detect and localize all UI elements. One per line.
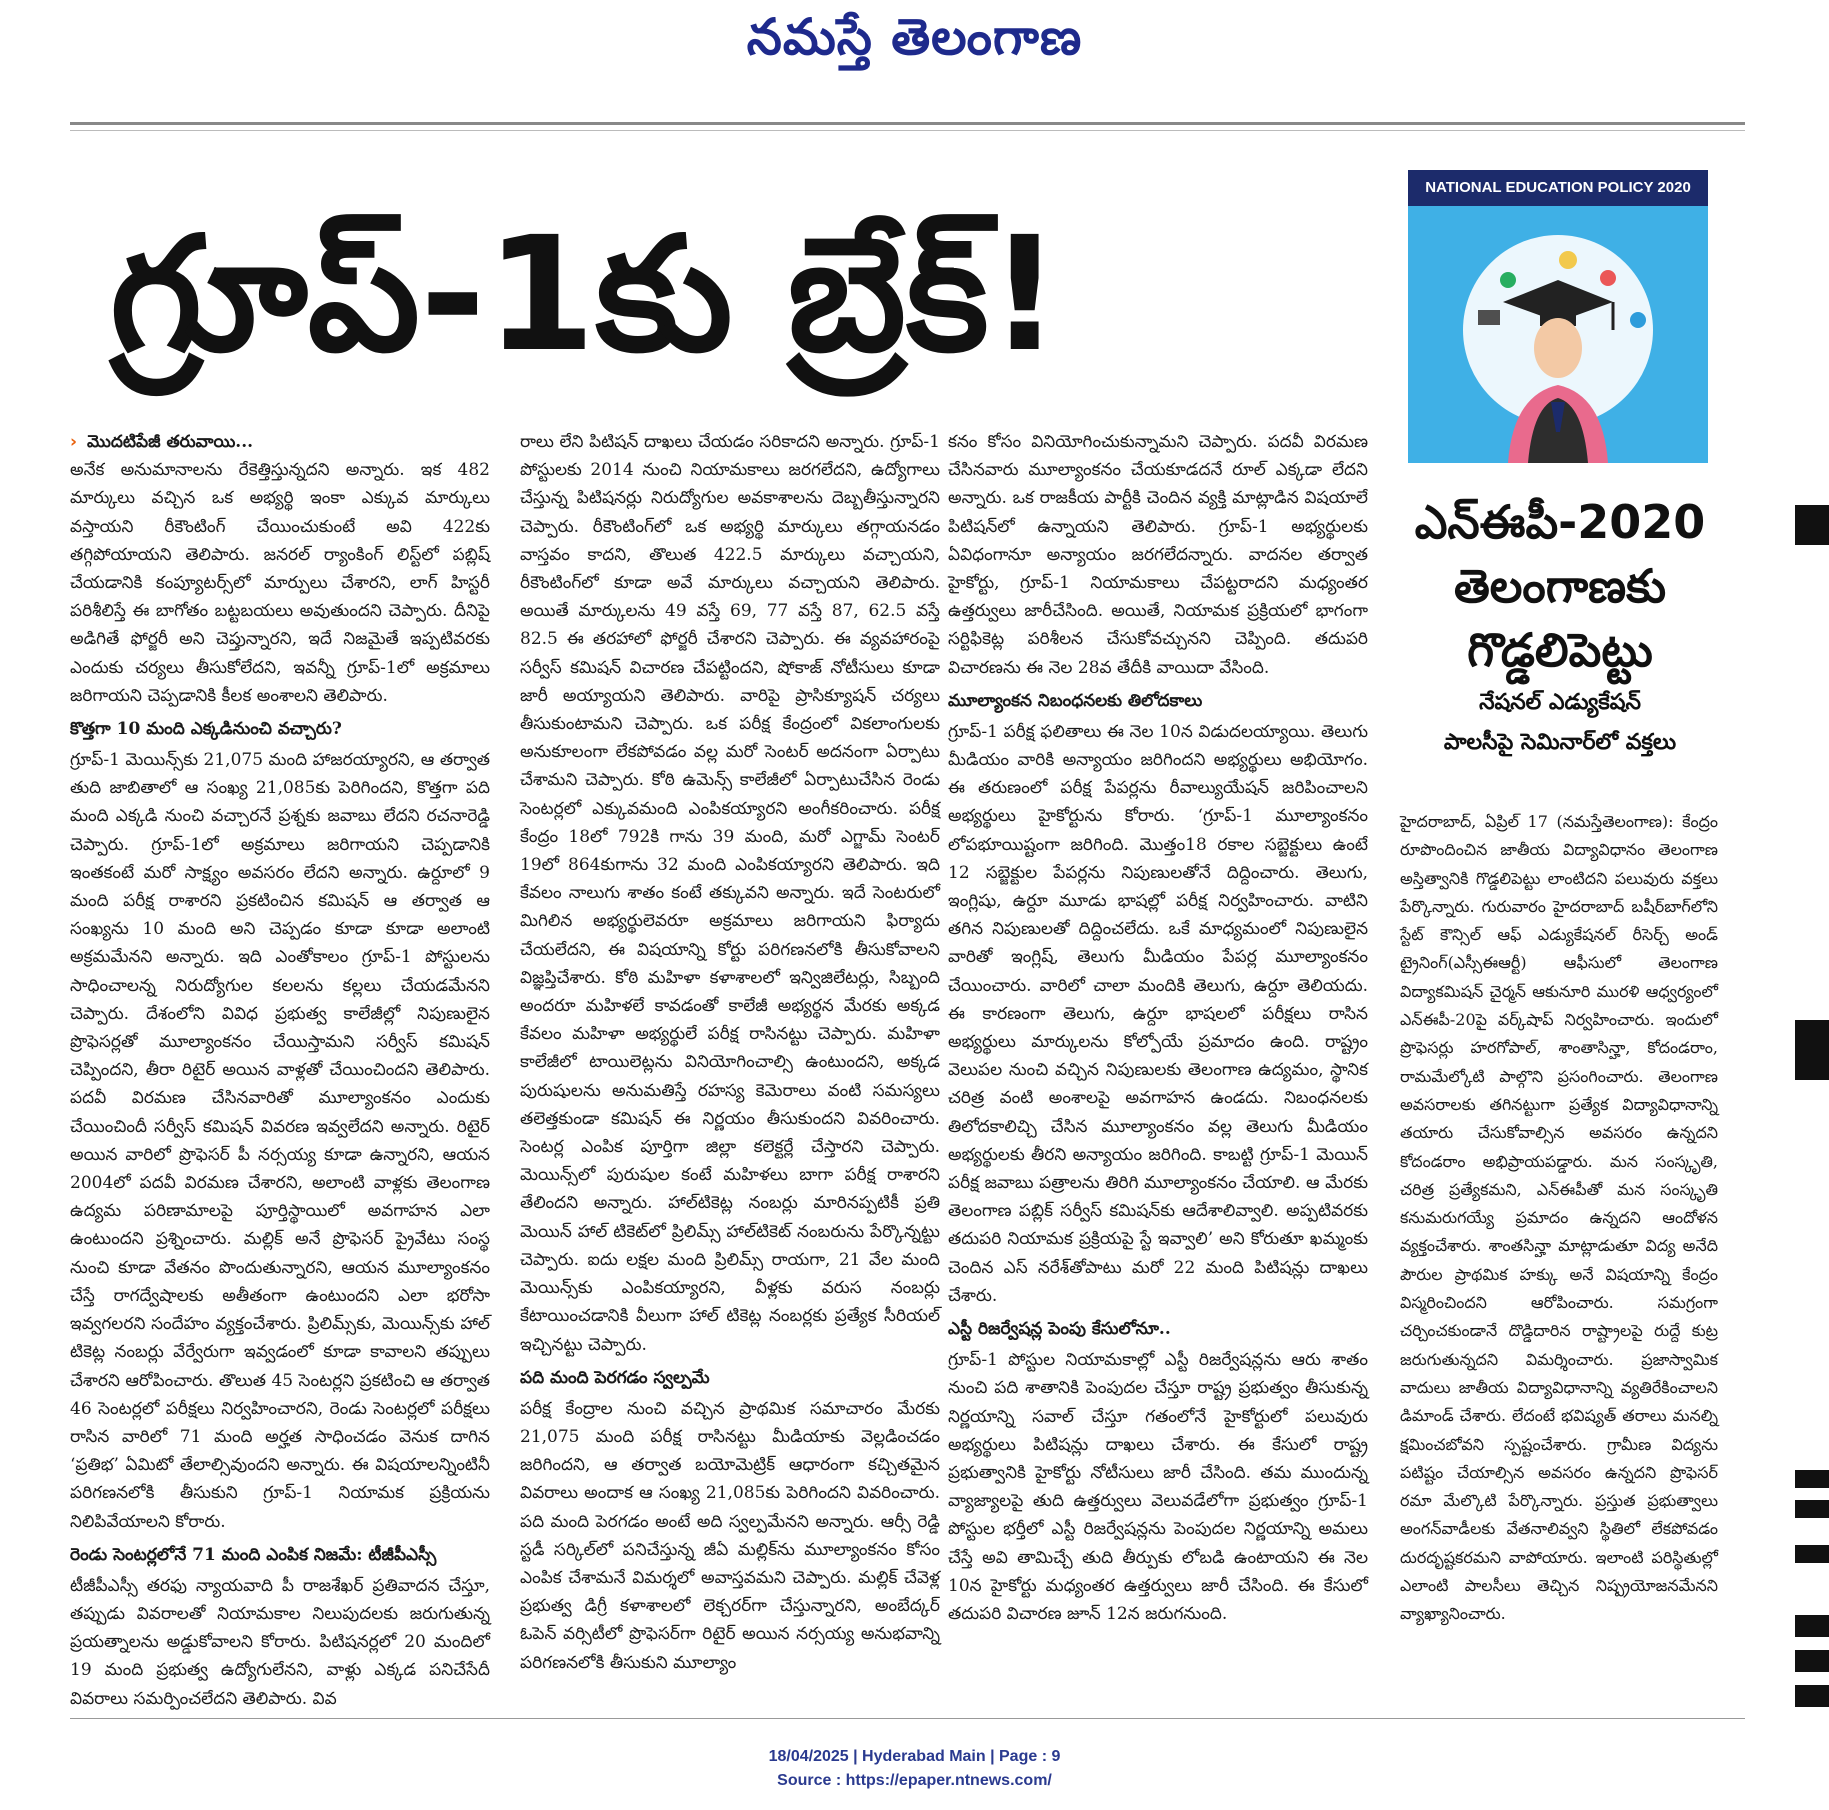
article-column-1 (70, 428, 490, 1709)
paragraph: పరీక్ష కేంద్రాల నుంచి వచ్చిన ప్రాథమిక సమాచారం మేరకు 21,075 మంది పరీక్ష రాసినట్టు మీడియాకు వెల్లడించడం జరిగిందని, ఆ తర్వాత బయోమెట్రిక్ ఆధారంగా కచ్చితమైన వివరాలు అందాక ఆ సంఖ్య 21,085కు పెరిగిందని వివరించారు. పది మంది పెరగడం అంటే అది స్వల్పమేనని అన్నారు. ఆర్సీ రెడ్డి స్టడీ సర్కిల్‌లో పనిచేస్తున్న జీఏ మల్లిక్‌ను మూల్యాంకనం కోసం ఎంపిక చేశామనే విమర్శలో అవాస్తవమని చెప్పారు. మల్లిక్ చేవెళ్ల ప్రభుత్వ డిగ్రీ కళాశాలలో లెక్చరర్‌గా చేస్తున్నారని, అంబేద్కర్ ఓపెన్ వర్సిటీలో ప్రొఫెసర్‌గా రిటైర్ అయిన నర్సయ్య అనుభవాన్ని పరిగణనలోకి తీసుకుని మూల్యాం (520, 1398, 940, 1673)
paragraph: అనేక అనుమానాలను రేకెత్తిస్తున్నదని అన్నారు. ఇక 482 మార్కులు వచ్చిన ఒక అభ్యర్థి ఇంకా ఎక్కువ మార్కులు వస్తాయని రీకౌంటింగ్ చేయించుకుంటే అవి 422కు తగ్గిపోయాయని తెలిపారు. జనరల్ ర్యాంకింగ్ లిస్ట్‌లో పబ్లిష్ చేయడానికి కంప్యూటర్స్‌లో మార్పులు చేశారని, లాగ్ హిస్టరీ పరిశీలిస్తే ఈ బాగోతం బట్టబయలు అవుతుందని చెప్పారు. దీనిపై అడిగితే ఫోర్జరీ అని చెప్తున్నారని, ఇదే నిజమైతే ఇప్పటివరకు ఎందుకు చర్యలు తీసుకోలేదని, ఇవన్నీ గ్రూప్-1లో అక్రమాలు జరిగాయని చెప్పడానికి కీలక అంశాలని తెలిపారు. (70, 460, 490, 706)
subheading: మూల్యాంకన నిబంధనలకు తిలోదకాలు (948, 690, 1203, 711)
footer-source-link[interactable]: Source : https://epaper.ntnews.com/ (777, 1772, 1052, 1789)
top-rule (70, 122, 1745, 125)
sidebar-subtitle-1: నేషనల్ ఎడ్యుకేషన్ (1479, 690, 1641, 715)
paragraph: కనం కోసం వినియోగించుకున్నామని చెప్పారు. పదవీ విరమణ చేసినవారు మూల్యాంకనం చేయకూడదనే రూల్ ఎక్కడా లేదని అన్నారు. ఒక రాజకీయ పార్టీకి చెందిన వ్యక్తి మాట్లాడిన విషయాలే పిటిషన్‌లో ఉన్నాయని తెలిపారు. గ్రూప్-1 అభ్యర్థులకు ఏవిధంగానూ అన్యాయం జరగలేదన్నారు. వాదనల తర్వాత హైకోర్టు, గ్రూప్-1 నియామకాలు చేపట్టరాదని మధ్యంతర ఉత్తర్వులు జారీచేసింది. అయితే, నియామక ప్రక్రియలో భాగంగా సర్టిఫికెట్ల పరిశీలన చేసుకోవచ్చునని చెప్పింది. తదుపరి విచారణను ఈ నెల 28వ తేదీకి వాయిదా వేసింది. (948, 432, 1368, 678)
paragraph: టీజీపీఎస్సీ తరఫు న్యాయవాది పీ రాజశేఖర్ ప్రతివాదన చేస్తూ, తప్పుడు వివరాలతో నియామకాల నిలుపుదలకు జరుగుతున్న ప్రయత్నాలను అడ్డుకోవాలని కోరారు. పిటిషనర్లలో 20 మందిలో 19 మంది ప్రభుత్వ ఉద్యోగులేనని, వాళ్లు ఎక్కడ పనిచేసేదీ వివరాలు సమర్పించలేదని తెలిపారు. వివ (70, 1575, 490, 1709)
top-rule-thin (70, 130, 1745, 131)
sidebar-headline (1400, 490, 1720, 762)
sidebar-article-body: హైదరాబాద్, ఏప్రిల్ 17 (నమస్తేతెలంగాణ): కేంద్రం రూపొందించిన జాతీయ విద్యావిధానం తెలంగాణ అస్తిత్వానికి గొడ్డలిపెట్టు లాంటిదని పలువురు వక్తలు పేర్కొన్నారు. గురువారం హైదరాబాద్ బషీర్‌బాగ్‌లోని స్టేట్ కౌన్సిల్ ఆఫ్ ఎడ్యుకేషనల్ రీసెర్చ్ అండ్ ట్రైనింగ్(ఎస్సీఈఆర్టీ) ఆఫీసులో తెలంగాణ విద్యాకమిషన్ చైర్మన్ ఆకునూరి మురళి ఆధ్వర్యంలో ఎన్ఈపీ-20పై వర్క్‌షాప్ నిర్వహించారు. ఇందులో ప్రొఫెసర్లు హరగోపాల్, శాంతాసిన్హా, కోదండరాం, రామమేల్కోటి పాల్గొని ప్రసంగించారు. తెలంగాణ అవసరాలకు తగినట్టుగా ప్రత్యేక విద్యావిధానాన్ని తయారు చేసుకోవాల్సిన అవసరం ఉన్నదని కోదండరాం అభిప్రాయపడ్డారు. మన సంస్కృతి, చరిత్ర ప్రత్యేకమని, ఎన్ఈపీతో మన సంస్కృతి కనుమరుగయ్యే ప్రమాదం ఉన్నదని ఆందోళన వ్యక్తంచేశారు. శాంతసిన్హా మాట్లాడుతూ విద్య అనేది పౌరుల ప్రాథమిక హక్కు అనే విషయాన్ని కేంద్రం విస్మరించిందని ఆరోపించారు. సమగ్రంగా చర్చించకుండానే దొడ్డిదారిన రాష్ట్రాలపై రుద్దే కుట్ర జరుగుతున్నదని విమర్శించారు. ప్రజాస్వామిక వాదులు జాతీయ విద్యావిధానాన్ని వ్యతిరేకించాలని డిమాండ్ చేశారు. లేదంటే భవిష్యత్ తరాలు మనల్ని క్షమించబోవని స్పష్టంచేశారు. గ్రామీణ విద్యను పటిష్టం చేయాల్సిన అవసరం ఉన్నదని ప్రొఫెసర్ రమా మేల్కొటి పేర్కొన్నారు. ప్రస్తుత ప్రభుత్వాలు అంగన్‌వాడీలకు వేతనాలివ్వని స్థితిలో లేకపోవడం దురదృష్టకరమని వాపోయారు. ఇలాంటి పరిస్థితుల్లో ఎలాంటి పాలసీలు తెచ్చిన నిష్ప్రయోజనమేనని వ్యాఖ్యానించారు. (1400, 812, 1718, 1624)
headline: గ్రూప్-1కు బ్రేక్! (110, 203, 1061, 387)
sidebar-title-line-1: ఎన్ఈపీ-2020 (1414, 495, 1706, 549)
sidebar-title-line-2: తెలంగాణకు (1453, 559, 1666, 613)
image-banner: NATIONAL EDUCATION POLICY 2020 (1408, 170, 1708, 206)
paragraph: గ్రూప్-1 మెయిన్స్‌కు 21,075 మంది హాజరయ్యారని, ఆ తర్వాత తుది జాబితాలో ఆ సంఖ్య 21,085కు పెరిగిందని, కొత్తగా పది మంది ఎక్కడి నుంచి వచ్చారనే ప్రశ్నకు జవాబు లేదని రచనారెడ్డి చెప్పారు. గ్రూప్-1లో అక్రమాలు జరిగాయని చెప్పడానికి ఇంతకంటే మరో సాక్ష్యం అవసరం లేదని అన్నారు. ఉర్దూలో 9 మంది పరీక్ష రాశారని ప్రకటించిన కమిషన్ ఆ తర్వాత ఆ సంఖ్యను 10 మంది అని చెప్పడం కూడా కూడా అలాంటి అక్రమమేనని అన్నారు. ఇది ఎంతోకాలం గ్రూప్-1 పోస్టులను సాధించాలన్న నిరుద్యోగుల కలలను కల్లలు చేయడమేనని చెప్పారు. దేశంలోని వివిధ ప్రభుత్వ కాలేజీల్లో నిపుణులైన ప్రొఫెసర్లతో మూల్యాంకనం చేయిస్తామని సర్వీస్ కమిషన్ చెప్పిందని, తీరా రిటైర్ అయిన వాళ్లతో చేయించిందని తెలిపారు. పదవీ విరమణ చేసినవారితో మూల్యాంకనం ఎందుకు చేయించిందీ సర్వీస్ కమిషన్ వివరణ ఇవ్వలేదని అన్నారు. రిటైర్ అయిన వారిలో ప్రొఫెసర్ పీ నర్సయ్య కూడా ఉన్నారని, ఆయన 2004లో పదవీ విరమణ చేశారని, అలాంటి వాళ్లకు తెలంగాణ ఉద్యమ పరిణామాలపై పూర్తిస్థాయిలో అవగాహన ఎలా ఉంటుందని ప్రశ్నించారు. మల్లిక్ అనే ప్రొఫెసర్ ప్రైవేటు సంస్థ నుంచి కూడా వేతనం పొందుతున్నారని, ఆయన మూల్యాంకనం చేస్తే రాగద్వేషాలకు అతీతంగా ఉంటుందని ఎలా భరోసా ఇవ్వగలరని సందేహం వ్యక్తంచేశారు. ప్రిలిమ్స్‌కు, మెయిన్స్‌కు హాల్ టికెట్ల నంబర్లు వేర్వేరుగా ఇవ్వడంలో కూడా కావాలని తప్పులు చేశారని ఆరోపించారు. తొలుత 45 సెంటర్లని ప్రకటించి ఆ తర్వాత 46 సెంటర్లలో పరీక్షలు నిర్వహించారని, రెండు సెంటర్లలో పరీక్షలు రాసిన వారిలో 71 మంది అర్హత సాధించడం వెనుక దాగిన ‘ప్రతిభ’ ఏమిటో తేలాల్సివుందని అన్నారు. ఈ విషయాలన్నింటినీ పరిగణనలోకి తీసుకుని గ్రూప్-1 నియామక ప్రక్రియను నిలిపివేయాలని కోరారు. (70, 750, 490, 1532)
paragraph: రాలు లేని పిటిషన్ దాఖలు చేయడం సరికాదని అన్నారు. గ్రూప్-1 పోస్టులకు 2014 నుంచి నియామకాలు జరగలేదని, ఉద్యోగాలు చేస్తున్న పిటిషనర్లు నిరుద్యోగుల అవకాశాలను దెబ్బతీస్తున్నారని చెప్పారు. రీకౌంటింగ్‌లో ఒక అభ్యర్థి మార్కులు తగ్గాయనడం వాస్తవం కాదని, తొలుత 422.5 మార్కులు వచ్చాయని, రీకౌంటింగ్‌లో కూడా అవే మార్కులు వచ్చాయని తెలిపారు. అయితే మార్కులను 49 వస్తే 69, 77 వస్తే 87, 62.5 వస్తే 82.5 ఈ తరహాలో ఫోర్జరీ చేశారని చెప్పారు. ఈ వ్యవహారంపై సర్వీస్ కమిషన్ విచారణ చేపట్టిందని, షోకాజ్ నోటీసులు కూడా జారీ అయ్యాయని తెలిపారు. వారిపై ప్రాసిక్యూషన్ చర్యలు తీసుకుంటామని చెప్పారు. ఒక పరీక్ష కేంద్రంలో వికలాంగులకు అనుకూలంగా లేకపోవడం వల్ల మరో సెంటర్ అదనంగా ఏర్పాటు చేశామని చెప్పారు. కోఠి ఉమెన్స్ కాలేజీలో ఏర్పాటుచేసిన రెండు సెంటర్లలో ఎక్కువమంది ఎంపికయ్యారని అంగీకరించారు. పరీక్ష కేంద్రం 18లో 792కి గాను 39 మంది, మరో ఎగ్జామ్ సెంటర్ 19లో 864కుగాను 32 మంది ఎంపికయ్యారని తెలిపారు. ఇది కేవలం నాలుగు శాతం కంటే తక్కువని అన్నారు. ఇదే సెంటరులో మిగిలిన అభ్యర్థులెవరూ అక్రమాలు జరిగాయని ఫిర్యాదు చేయలేదని, ఈ విషయాన్ని కోర్టు పరిగణనలోకి తీసుకోవాలని విజ్ఞప్తిచేశారు. కోఠి మహిళా కళాశాలలో ఇన్విజిలేటర్లు, సిబ్బంది అందరూ మహిళలే కావడంతో కాలేజీ అభ్యర్థన మేరకు అక్కడ కేవలం మహిళా అభ్యర్థులే పరీక్ష రాసినట్టు చెప్పారు. మహిళా కాలేజీలో టాయిలెట్లను వినియోగించాల్సి ఉంటుందని, అక్కడ పురుషులను అనుమతిస్తే రహస్య కెమెరాలు వంటి సమస్యలు తలెత్తకుండా కమిషన్ ఈ నిర్ణయం తీసుకుందని వివరించారు. సెంటర్ల ఎంపిక పూర్తిగా జిల్లా కలెక్టర్లే చేస్తారని చెప్పారు. మెయిన్స్‌లో పురుషుల కంటే మహిళలు బాగా పరీక్ష రాశారని తేలిందని అన్నారు. హాల్‌టికెట్ల నంబర్లు మారినప్పటికీ ప్రతి మెయిన్ హాల్ టికెట్‌లో ప్రిలిమ్స్ హాల్‌టికెట్ నంబరును పేర్కొన్నట్టు చెప్పారు. ఐదు లక్షల మంది ప్రిలిమ్స్ రాయగా, 21 వేల మంది మెయిన్స్‌కు ఎంపికయ్యారని, వీళ్లకు వరుస నంబర్లు కేటాయించడానికి వీలుగా హాల్ టికెట్ల నంబర్లకు ప్రత్యేక సీరియల్ ఇచ్చినట్టు చెప్పారు. (520, 432, 940, 1355)
subheading: ఎస్టీ రిజర్వేషన్ల పెంపు కేసులోనూ.. (948, 1319, 1171, 1340)
adjacent-page-edge (1795, 150, 1829, 1710)
subheading: పది మంది పెరగడం స్వల్పమే (520, 1367, 710, 1388)
paragraph: గ్రూప్-1 పోస్టుల నియామకాల్లో ఎస్టీ రిజర్వేషన్లను ఆరు శాతం నుంచి పది శాతానికి పెంపుదల చేస్తూ రాష్ట్ర ప్రభుత్వం తీసుకున్న నిర్ణయాన్ని సవాల్ చేస్తూ గతంలోనే హైకోర్టులో పలువురు అభ్యర్థులు పిటిషన్లు దాఖలు చేశారు. ఈ కేసులో రాష్ట్ర ప్రభుత్వానికి హైకోర్టు నోటీసులు జారీ చేసింది. తమ ముందున్న వ్యాజ్యాలపై తుది ఉత్తర్వులు వెలువడేలోగా ప్రభుత్వం గ్రూప్-1 పోస్టుల భర్తీలో ఎస్టీ రిజర్వేషన్లను పెంపుదల నిర్ణయాన్ని అమలు చేస్తే అవి తామిచ్చే తుది తీర్పుకు లోబడి ఉంటాయని ఈ నెల 10న హైకోర్టు మధ్యంతర ఉత్తర్వులు జారీ చేసింది. ఈ కేసులో తదుపరి విచారణ జూన్ 12న జరుగనుంది. (948, 1350, 1368, 1624)
article-column-3 (948, 428, 1368, 1696)
continuation-kicker: మొదటిపేజీ తరువాయి... (87, 432, 254, 452)
chevron-right-icon: › (70, 432, 78, 452)
article-column-2 (520, 428, 940, 1696)
sidebar-subtitle-2: పాలసీపై సెమినార్‌లో వక్తలు (1443, 730, 1677, 755)
footer-date-edition: 18/04/2025 | Hyderabad Main | Page : 9 (768, 1748, 1061, 1765)
page-footer (0, 1745, 1829, 1793)
nep-illustration (1408, 170, 1708, 463)
sidebar-title-line-3: గొడ్డలిపెట్టు (1467, 623, 1653, 677)
subheading: రెండు సెంటర్లలోనే 71 మంది ఎంపిక నిజమే: టీజీపీఎస్సీ (70, 1544, 437, 1565)
subheading: కొత్తగా 10 మంది ఎక్కడినుంచి వచ్చారు? (70, 719, 342, 740)
masthead-logo: నమస్తే తెలంగాణ (746, 8, 1083, 66)
graduate-illustration-icon (1408, 170, 1708, 463)
bottom-rule (70, 1718, 1745, 1719)
paragraph: గ్రూప్-1 పరీక్ష ఫలితాలు ఈ నెల 10న విడుదలయ్యాయి. తెలుగు మీడియం వారికి అన్యాయం జరిగిందని అభ్యర్థులు అభియోగం. ఈ తరుణంలో పరీక్ష పేపర్లను రీవాల్యుయేషన్ జరిపించాలని అభ్యర్థులు హైకోర్టును కోరారు. ‘గ్రూప్-1 మూల్యాంకనం లోపభూయిష్టంగా జరిగింది. మొత్తం18 రకాల సబ్జెక్టులు ఉంటే 12 సబ్జెక్టుల పేపర్లను నిపుణులతోనే దిద్దించారు. తెలుగు, ఇంగ్లిషు, ఉర్దూ మూడు భాషల్లో పరీక్ష నిర్వహించారు. వాటిని తగిన నిపుణులతో దిద్దించలేదు. ఒకే మాధ్యమంలో నిపుణులైన వారితో ఇంగ్లిష్, తెలుగు మీడియం పేపర్ల మూల్యాంకనం చేయించారు. వారిలో చాలా మందికి తెలుగు, ఉర్దూ తెలియదు. ఈ కారణంగా తెలుగు, ఉర్దూ భాషలలో పరీక్షలు రాసిన అభ్యర్థులు మార్కులను కోల్పోయే ప్రమాదం ఉంది. రాష్ట్రం వెలుపల నుంచి వచ్చిన నిపుణులకు తెలంగాణ ఉద్యమం, స్థానిక చరిత్ర వంటి అంశాలపై అవగాహన ఉండదు. నిబంధనలకు తిలోదకాలిచ్చి చేసిన మూల్యాంకనం వల్ల తెలుగు మీడియం అభ్యర్థులకు తీరని అన్యాయం జరిగింది. కాబట్టి గ్రూప్-1 మెయిన్ పరీక్ష జవాబు పత్రాలను తిరిగి మూల్యాంకనం చేయాలి. ఆ మేరకు తెలంగాణ పబ్లిక్ సర్వీస్ కమిషన్‌కు ఆదేశాలివ్వాలి. అప్పటివరకు తదుపరి నియామక ప్రక్రియపై స్టే ఇవ్వాలి’ అని కోరుతూ ఖమ్మంకు చెందిన ఎస్ నరేశ్‌తోపాటు మరో 22 మంది పిటిషన్లు దాఖలు చేశారు. (948, 721, 1368, 1306)
